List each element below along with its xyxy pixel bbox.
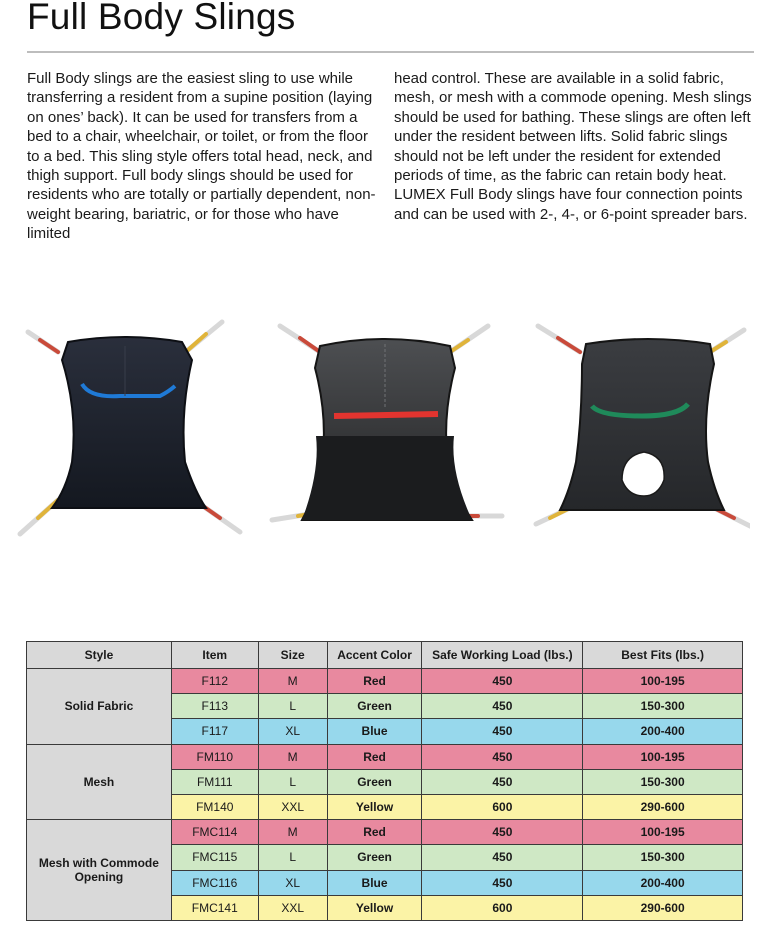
item-cell: FMC141 [171, 895, 258, 920]
solid-fabric-sling-image [20, 322, 240, 534]
size-cell: XL [258, 719, 327, 744]
accent-color-cell: Green [327, 694, 422, 719]
safe-working-load-cell: 600 [422, 794, 583, 819]
best-fits-cell: 100-195 [583, 820, 743, 845]
size-cell: M [258, 669, 327, 694]
best-fits-cell: 290-600 [583, 794, 743, 819]
style-cell: Mesh with Commode Opening [27, 820, 172, 921]
mesh-sling-image [272, 326, 502, 520]
best-fits-cell: 150-300 [583, 845, 743, 870]
size-cell: M [258, 744, 327, 769]
intro-paragraph-left: Full Body slings are the easiest sling to use while transferring a resident from a supine position (laying on ones’ back). It can be used for transfers from a bed to a chair, wheelchair, or toilet, or from the floor to a bed. This sling style offers total head, neck, and thigh support. Full body slings should be used for residents who are totally or partially dependent, non-weight bearing, bariatric, or for those who have limited [27, 70, 376, 243]
item-cell: F112 [171, 669, 258, 694]
accent-color-cell: Yellow [327, 895, 422, 920]
best-fits-cell: 100-195 [583, 744, 743, 769]
size-cell: M [258, 820, 327, 845]
accent-color-cell: Red [327, 744, 422, 769]
item-cell: FMC115 [171, 845, 258, 870]
accent-color-cell: Blue [327, 870, 422, 895]
size-cell: L [258, 694, 327, 719]
safe-working-load-cell: 450 [422, 820, 583, 845]
table-row [27, 669, 743, 694]
size-cell: XXL [258, 895, 327, 920]
sling-specifications-table [26, 641, 743, 921]
safe-working-load-cell: 450 [422, 769, 583, 794]
page-title: Full Body Slings [27, 0, 296, 37]
table-row [27, 820, 743, 845]
accent-color-cell: Yellow [327, 794, 422, 819]
accent-color-cell: Red [327, 820, 422, 845]
best-fits-cell: 150-300 [583, 694, 743, 719]
item-cell: FM110 [171, 744, 258, 769]
safe-working-load-cell: 450 [422, 719, 583, 744]
best-fits-cell: 290-600 [583, 895, 743, 920]
style-cell: Solid Fabric [27, 669, 172, 745]
safe-working-load-cell: 450 [422, 669, 583, 694]
column-header: Size [258, 642, 327, 669]
size-cell: XL [258, 870, 327, 895]
safe-working-load-cell: 450 [422, 694, 583, 719]
safe-working-load-cell: 450 [422, 845, 583, 870]
item-cell: FMC116 [171, 870, 258, 895]
item-cell: F113 [171, 694, 258, 719]
table-header-row [27, 642, 743, 669]
commode-sling-image [536, 326, 750, 528]
best-fits-cell: 150-300 [583, 769, 743, 794]
accent-color-cell: Green [327, 845, 422, 870]
best-fits-cell: 200-400 [583, 719, 743, 744]
item-cell: FM111 [171, 769, 258, 794]
column-header: Safe Working Load (lbs.) [422, 642, 583, 669]
size-cell: L [258, 769, 327, 794]
sling-product-photos [10, 312, 750, 544]
title-divider [27, 51, 754, 53]
size-cell: L [258, 845, 327, 870]
safe-working-load-cell: 450 [422, 744, 583, 769]
column-header: Best Fits (lbs.) [583, 642, 743, 669]
best-fits-cell: 100-195 [583, 669, 743, 694]
accent-color-cell: Red [327, 669, 422, 694]
accent-color-cell: Blue [327, 719, 422, 744]
best-fits-cell: 200-400 [583, 870, 743, 895]
safe-working-load-cell: 600 [422, 895, 583, 920]
column-header: Style [27, 642, 172, 669]
column-header: Accent Color [327, 642, 422, 669]
accent-color-cell: Green [327, 769, 422, 794]
intro-paragraph-right: head control. These are available in a solid fabric, mesh, or mesh with a commode opening. Mesh slings should be used for bathing. These slings are often left under the resident between lifts. Solid fabric slings should not be left under the resident for extended periods of time, as the fabric can retain body heat. LUMEX Full Body slings have four connection points and can be used with 2-, 4-, or 6-point spreader bars. [394, 70, 752, 223]
item-cell: FMC114 [171, 820, 258, 845]
table-row [27, 744, 743, 769]
item-cell: F117 [171, 719, 258, 744]
item-cell: FM140 [171, 794, 258, 819]
style-cell: Mesh [27, 744, 172, 820]
safe-working-load-cell: 450 [422, 870, 583, 895]
size-cell: XXL [258, 794, 327, 819]
column-header: Item [171, 642, 258, 669]
